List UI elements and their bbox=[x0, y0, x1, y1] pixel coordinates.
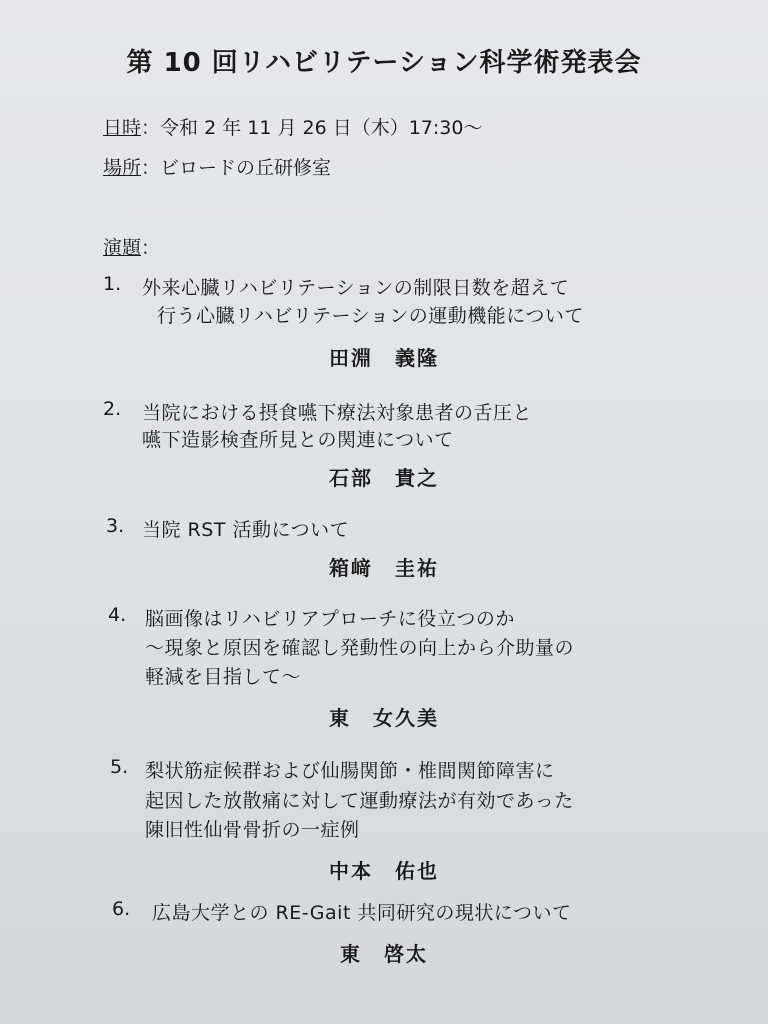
item-1-presenter: 田淵 義隆 bbox=[329, 346, 439, 370]
item-5-number: 5. bbox=[110, 756, 129, 778]
place-separator: ： bbox=[141, 157, 161, 179]
topics-label: 演題 bbox=[103, 237, 142, 259]
item-5-presenter: 中本 佑也 bbox=[329, 859, 439, 883]
item-2-line-2: 嚥下造影検査所見との関連について bbox=[142, 429, 454, 451]
datetime-line bbox=[103, 113, 482, 140]
item-1-line-2: 行う心臓リハビリテーションの運動機能について bbox=[157, 305, 584, 327]
item-5-line-2: 起因した放散痛に対して運動療法が有効であった bbox=[145, 790, 574, 812]
item-1-line-1: 外来心臓リハビリテーションの制限日数を超えて bbox=[142, 277, 570, 299]
item-2-line-1: 当院における摂食嚥下療法対象患者の舌圧と bbox=[142, 402, 533, 424]
item-6-presenter: 東 啓太 bbox=[340, 942, 428, 966]
datetime-separator: ： bbox=[141, 117, 161, 139]
topics-heading bbox=[103, 233, 160, 260]
place-line bbox=[103, 153, 331, 180]
item-6-number: 6. bbox=[112, 898, 131, 920]
place-label: 場所 bbox=[103, 157, 142, 179]
datetime-label: 日時 bbox=[103, 117, 142, 139]
item-4-presenter: 東 女久美 bbox=[329, 706, 439, 730]
topics-separator: ： bbox=[141, 237, 161, 259]
item-3-line-1: 当院 RST 活動について bbox=[142, 519, 350, 541]
item-4-line-2: ～現象と原因を確認し発動性の向上から介助量の bbox=[145, 637, 575, 659]
item-4-number: 4. bbox=[108, 604, 127, 626]
place-value: ビロードの丘研修室 bbox=[160, 157, 332, 179]
item-3-number: 3. bbox=[106, 515, 125, 537]
item-3-presenter: 箱﨑 圭祐 bbox=[329, 556, 439, 580]
item-2-presenter: 石部 貴之 bbox=[329, 466, 439, 490]
datetime-value: 令和 2 年 11 月 26 日（木）17:30～ bbox=[160, 117, 483, 139]
item-4-line-1: 脳画像はリハビリアプローチに役立つのか bbox=[145, 608, 515, 630]
item-2-number: 2. bbox=[103, 398, 122, 420]
item-5-line-1: 梨状筋症候群および仙腸関節・椎間関節障害に bbox=[145, 760, 555, 782]
document-title: 第 10 回リハビリテーション科学術発表会 bbox=[126, 48, 642, 78]
item-6-line-1: 広島大学との RE-Gait 共同研究の現状について bbox=[152, 902, 572, 924]
item-4-line-3: 軽減を目指して～ bbox=[145, 666, 302, 688]
item-5-line-3: 陳旧性仙骨骨折の一症例 bbox=[145, 819, 360, 841]
item-1-number: 1. bbox=[103, 273, 122, 295]
